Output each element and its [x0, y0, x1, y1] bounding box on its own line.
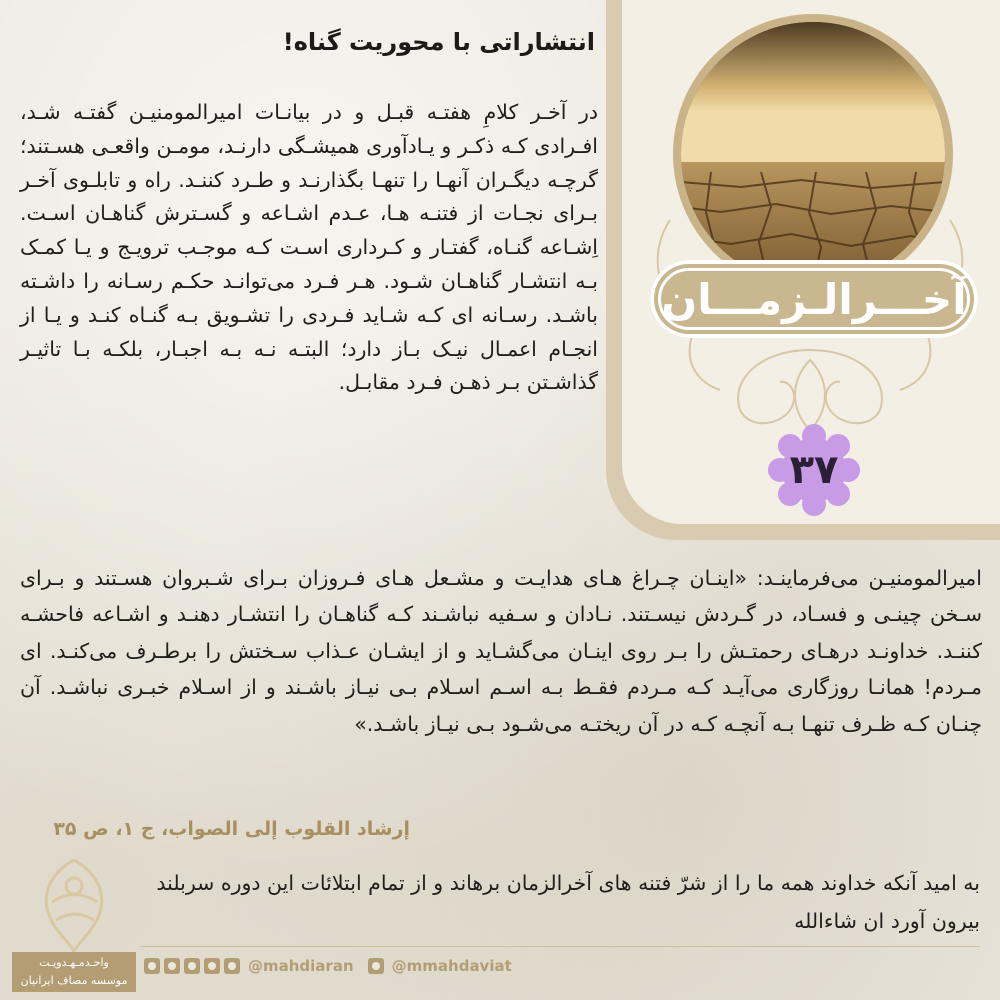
org-institute-name: موسسه مصاف ایرانیان [20, 974, 128, 987]
instagram-icon[interactable] [224, 958, 240, 974]
bale-icon[interactable] [184, 958, 200, 974]
eitaa-icon[interactable] [164, 958, 180, 974]
handle-mahdiaran[interactable]: @mahdiaran [248, 957, 354, 975]
social-links [144, 954, 522, 978]
handle-mmahdaviat[interactable]: @mmahdaviat [391, 957, 512, 975]
intro-paragraph: در آخـر کلامِ هفتـه قبـل و در بیانـات امیرالمومنیـن گفتـه شـد، افـرادی کـه ذکـر و یـادآوری همیشـگی دارنـد، مومـن واقعـی هسـتند؛ گرچـه دیگـران آنهـا را تنهـا بگذارنـد و طـرد کننـد. راه و تابلـوی آخـر بـرای نجـات از فتنـه هـا، عـدم اشـاعه و گسـترش گناهـان اسـت. اِشـاعه گنـاه، گفتـار و کـرداری اسـت کـه موجـب ترویـج و یـا کمـک بـه انتشـار گناهـان شـود. هـر فـرد می‌توانـد حکـم رسـانه را داشـته باشـد. رسـانه ای کـه شـاید فـردی را تشـویق بـه گنـاه کنـد و یـا از انجـام اعمـال نیـک بـاز دارد؛ البتـه نـه بـه اجبـار، بلکـه بـا تاثیـر گذاشـتن بـر ذهـن فـرد مقابـل. [20, 100, 598, 395]
series-banner-border [658, 268, 970, 330]
cracked-earth-illustration [681, 22, 945, 286]
cracked-earth-photo [681, 22, 945, 286]
aparat-icon[interactable] [368, 958, 384, 974]
quote-paragraph: امیرالمومنیـن می‌فرماینـد: «اینـان چـراغ هـای هدایـت و مشـعل هـای فـروزان بـرای شـبروان هسـتند و بـرای سـخن چینـی و فسـاد، در گـردش نیسـتند. نـادان و سـفیه نباشـند کـه گناهـان را انتشـار دهنـد و اشـاعه فاحشـه کننـد. خداونـد درهـای رحمتـش را بـر روی اینـان می‌گشـاید و از ایشـان عـذاب سـختش را برطـرف می‌کنـد. ای مـردم! همانـا روزگاری می‌آیـد کـه مـردم فقـط بـه اسـم اسـلام بـی نیـاز باشـند و از اسـلام خبـری نباشـد. آن چنـان کـه ظـرف تنهـا بـه آنچـه کـه در آن ریختـه می‌شـود بـی نیـاز باشـد.» [20, 566, 982, 736]
mahdiaran-calligraphy-logo [22, 852, 126, 958]
soroush-icon[interactable] [204, 958, 220, 974]
closing-prayer: به امید آنکه خداوند همه ما را از شرّ فتنه های آخرالزمان برهاند و از تمام ابتلائات این دوره سربلند بیرون آورد ان شاءالله [156, 871, 980, 933]
footer-divider [140, 946, 980, 947]
org-unit-name: واحـدمـهـدویـت [39, 956, 109, 969]
series-title: آخـــرالـزمـــان [661, 274, 967, 324]
source-citation: إرشاد القلوب إلی الصواب، ج ۱، ص ۳۵ [53, 818, 410, 840]
episode-number: ۳۷ [789, 447, 839, 493]
series-banner [650, 260, 978, 338]
organization-label [12, 952, 136, 992]
telegram-icon[interactable] [144, 958, 160, 974]
page-title: انتشاراتی با محوریت گناه! [282, 28, 595, 56]
